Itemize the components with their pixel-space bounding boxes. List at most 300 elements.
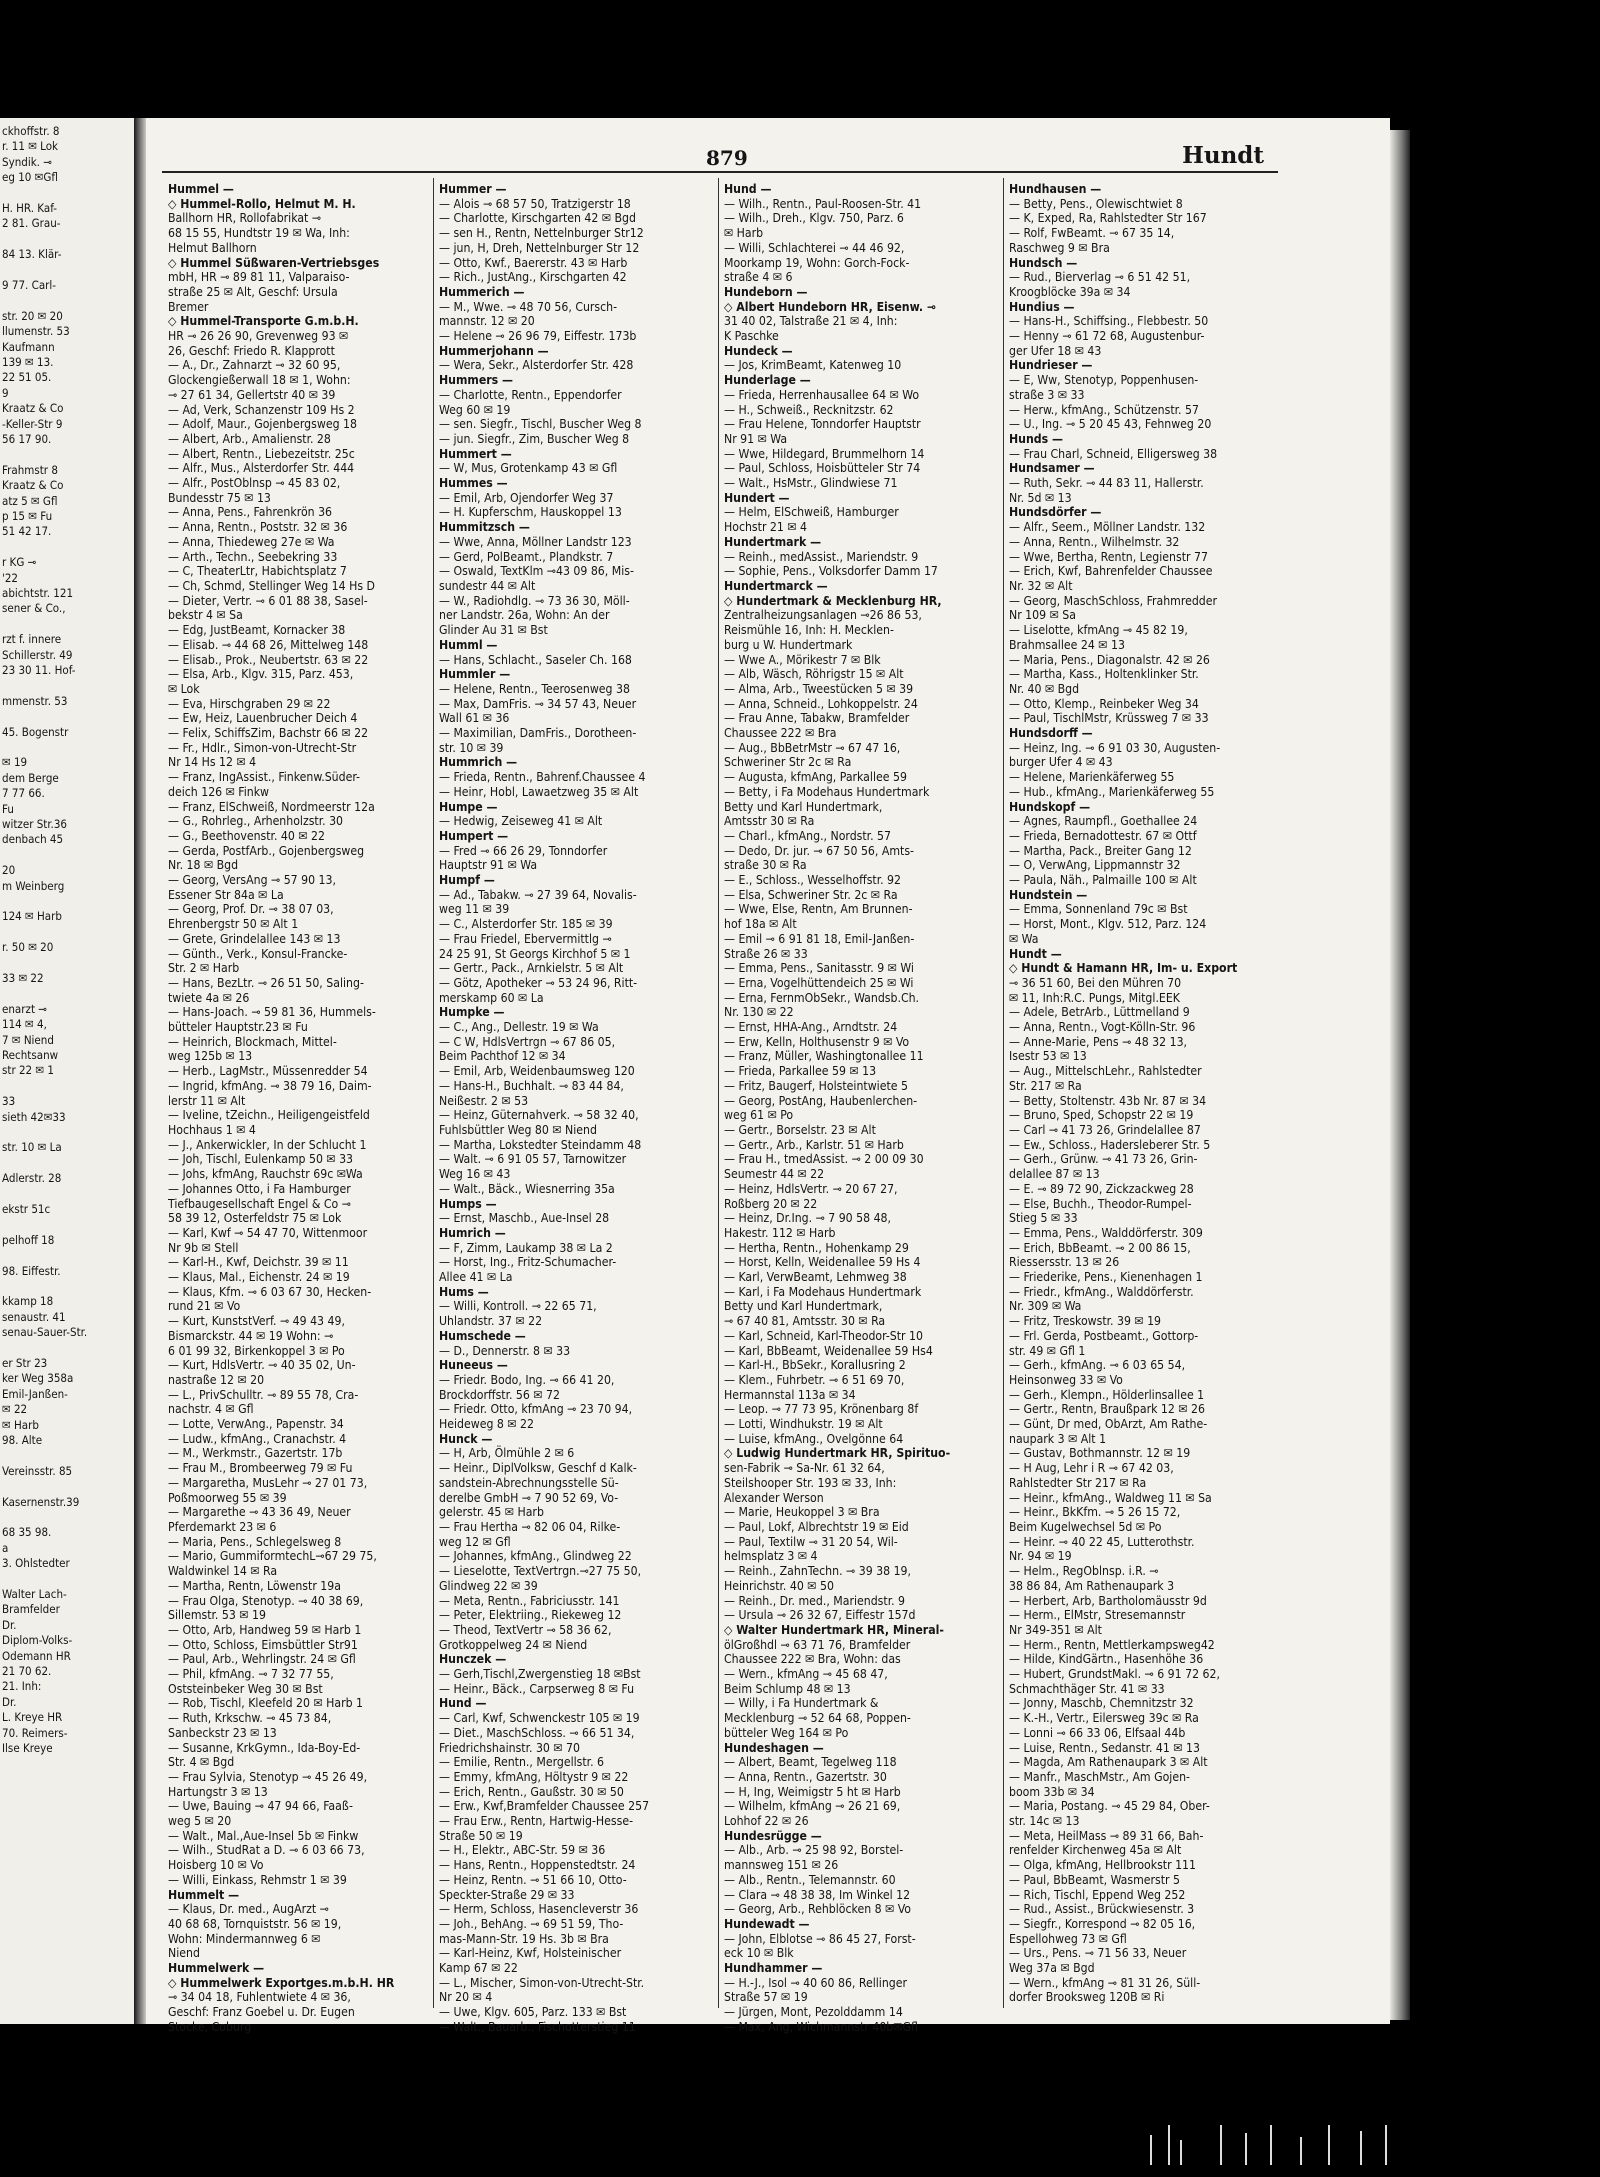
directory-entry: — Frau H., tmedAssist. ⊸ 2 00 09 30 — [724, 1152, 924, 1167]
directory-entry: Bundesstr 75 ✉ 13 — [168, 490, 271, 505]
directory-entry: — Ruth, Sekr. ⊸ 44 83 11, Hallerstr. — [1009, 476, 1204, 491]
facing-page-line: ✉ 19 — [2, 755, 28, 770]
directory-entry: — Fr., Hdlr., Simon-von-Utrecht-Str — [168, 740, 357, 755]
directory-entry: rund 21 ✉ Vo — [168, 1299, 241, 1314]
facing-page-line: Vereinsstr. 85 — [2, 1463, 73, 1478]
directory-entry: — C W, HdlsVertrgn ⊸ 67 86 05, — [439, 1034, 616, 1049]
directory-entry: — Heinr., BkKfm. ⊸ 5 26 15 72, — [1009, 1505, 1181, 1520]
directory-entry: — Heinz, Rentn. ⊸ 51 66 10, Otto- — [439, 1872, 627, 1887]
directory-entry: Humrich — — [439, 1225, 506, 1240]
directory-entry: — Ad, Verk, Schanzenstr 109 Hs 2 — [168, 402, 355, 417]
column-divider — [1003, 178, 1004, 2008]
directory-entry: — Ernst, HHA-Ang., Arndtstr. 24 — [724, 1020, 898, 1035]
directory-entry: — Reinh., Dr. med., Mariendstr. 9 — [724, 1593, 906, 1608]
directory-entry: Hunczek — — [439, 1652, 507, 1667]
directory-entry: dorfer Brooksweg 120B ✉ Ri — [1009, 1990, 1165, 2005]
directory-entry: — Gertr., Rentn, Braußpark 12 ✉ 26 — [1009, 1402, 1205, 1417]
directory-entry: — Augusta, kfmAng, Parkallee 59 — [724, 770, 907, 785]
directory-entry: — Heinr. ⊸ 40 22 45, Lutterothstr. — [1009, 1534, 1195, 1549]
directory-entry: — Susanne, KrkGymn., Ida-Boy-Ed- — [168, 1740, 361, 1755]
directory-entry: — L., Mischer, Simon-von-Utrecht-Str. — [439, 1975, 645, 1990]
directory-entry: Uhlandstr. 37 ✉ 22 — [439, 1314, 543, 1329]
directory-entry: Hummler — — [439, 667, 511, 682]
directory-entry: — Max, DamFris. ⊸ 34 57 43, Neuer — [439, 696, 637, 711]
facing-page-line: rzt f. innere — [2, 632, 62, 647]
directory-entry: — Else, Buchh., Theodor-Rumpel- — [1009, 1196, 1192, 1211]
directory-entry: — Karl-H., Kwf, Deichstr. 39 ✉ 11 — [168, 1255, 349, 1270]
facing-page-line: dem Berge — [2, 770, 59, 785]
directory-entry: Hummelwerk — — [168, 1961, 265, 1976]
directory-entry: mbH, HR ⊸ 89 81 11, Valparaiso- — [168, 270, 350, 285]
directory-entry: Waldwinkel 14 ✉ Ra — [168, 1564, 278, 1579]
directory-entry: Raschweg 9 ✉ Bra — [1009, 240, 1110, 255]
directory-entry: — Theod, TextVertr ⊸ 58 36 62, — [439, 1622, 612, 1637]
directory-entry: bütteler Hauptstr.23 ✉ Fu — [168, 1020, 308, 1035]
directory-entry: 58 39 12, Osterfeldstr 75 ✉ Lok — [168, 1211, 342, 1226]
directory-entry: weg 11 ✉ 39 — [439, 902, 510, 917]
directory-entry: 24 25 91, St Georgs Kirchhof 5 ✉ 1 — [439, 946, 631, 961]
page-edge-shadow — [1390, 130, 1410, 2020]
directory-entry: — Frieda, Rentn., Bahrenf.Chaussee 4 — [439, 770, 646, 785]
page-number: 879 — [706, 146, 748, 170]
directory-entry: Lohhof 22 ✉ 26 — [724, 1814, 809, 1829]
directory-entry: — Otto, Klemp., Reinbeker Weg 34 — [1009, 696, 1199, 711]
facing-page-line: ker Weg 358a — [2, 1371, 74, 1386]
directory-entry: — Maria, Pens., Diagonalstr. 42 ✉ 26 — [1009, 652, 1210, 667]
directory-entry: — Diet., MaschSchloss. ⊸ 66 51 34, — [439, 1725, 635, 1740]
directory-entry: Hundsamer — — [1009, 461, 1095, 476]
directory-entry: Kroogblöcke 39a ✉ 34 — [1009, 284, 1131, 299]
directory-entry: — Anna, Thiedeweg 27e ✉ Wa — [168, 534, 335, 549]
directory-entry: — Herm., ElMstr, Stresemannstr — [1009, 1608, 1186, 1623]
directory-entry: — Willi, Einkass, Rehmstr 1 ✉ 39 — [168, 1872, 347, 1887]
directory-entry: — Rich., JustAng., Kirschgarten 42 — [439, 270, 627, 285]
directory-entry: — Friederike, Pens., Kienenhagen 1 — [1009, 1270, 1203, 1285]
directory-entry: — Gertr., Pack., Arnkielstr. 5 ✉ Alt — [439, 961, 624, 976]
directory-entry: 68 15 55, Hundtstr 19 ✉ Wa, Inh: — [168, 226, 350, 241]
directory-entry: Heinrichstr. 40 ✉ 50 — [724, 1578, 834, 1593]
directory-entry: Stieg 5 ✉ 33 — [1009, 1211, 1078, 1226]
directory-entry: Nr 20 ✉ 4 — [439, 1990, 493, 2005]
directory-entry: — Walt., Bäck., Wiesnerring 35a — [439, 1181, 615, 1196]
directory-entry: — Karl-Heinz, Kwf, Holsteinischer — [439, 1946, 622, 1961]
facing-page-line: 98. Eiffestr. — [2, 1263, 61, 1278]
directory-entry: — Wilh., Dreh., Klgv. 750, Parz. 6 — [724, 211, 904, 226]
directory-entry: — Gertr., Arb., Karlstr. 51 ✉ Harb — [724, 1137, 904, 1152]
directory-entry: — Liselotte, kfmAng ⊸ 45 82 19, — [1009, 623, 1188, 638]
column-divider — [718, 178, 719, 2008]
directory-entry: ger Ufer 18 ✉ 43 — [1009, 343, 1102, 358]
directory-entry: — Alb., Rentn., Telemannstr. 60 — [724, 1872, 896, 1887]
directory-entry: — Anna, Pens., Fahrenkrön 36 — [168, 505, 333, 520]
directory-entry: — Ch, Schmd, Stellinger Weg 14 Hs D — [168, 578, 376, 593]
directory-entry: Glockengießerwall 18 ✉ 1, Wohn: — [168, 373, 351, 388]
directory-entry: — Otto, Arb, Handweg 59 ✉ Harb 1 — [168, 1622, 362, 1637]
facing-page-line: 98. Alte — [2, 1433, 43, 1447]
directory-entry: — Betty, Pens., Olewischtwiet 8 — [1009, 196, 1183, 211]
directory-entry: — Siegfr., Korrespond ⊸ 82 05 16, — [1009, 1916, 1196, 1931]
directory-entry: — Emil, Arb, Ojendorfer Weg 37 — [439, 490, 614, 505]
facing-page-line: 84 13. Klär- — [2, 247, 62, 262]
directory-entry: Nr 91 ✉ Wa — [724, 431, 788, 446]
directory-entry: — Frau Olga, Stenotyp. ⊸ 40 38 69, — [168, 1593, 364, 1608]
directory-entry: Betty und Karl Hundertmark, — [724, 799, 883, 814]
directory-entry: — Frieda, Herrenhausallee 64 ✉ Wo — [724, 387, 920, 402]
directory-entry: — Willi, Kontroll. ⊸ 22 65 71, — [439, 1299, 597, 1314]
facing-page-line: Kasernenstr.39 — [2, 1494, 80, 1509]
directory-entry: Hunck — — [439, 1431, 493, 1446]
directory-entry: ◇ Walter Hundertmark HR, Mineral- — [724, 1622, 944, 1637]
directory-entry: sandstein-Abrechnungsstelle Sü- — [439, 1475, 619, 1490]
directory-entry: Heinsonweg 33 ✉ Vo — [1009, 1372, 1123, 1387]
header-rule — [162, 171, 1278, 173]
directory-entry: — Fritz, Baugerf, Holsteintwiete 5 — [724, 1078, 908, 1093]
directory-entry: — G., Beethovenstr. 40 ✉ 22 — [168, 828, 325, 843]
directory-entry: — Johannes Otto, i Fa Hamburger — [168, 1181, 351, 1196]
directory-entry: — sen H., Rentn, Nettelnburger Str12 — [439, 226, 644, 241]
facing-page-line: abichtstr. 121 — [2, 586, 74, 600]
directory-entry: — Erna, FernmObSekr., Wandsb.Ch. — [724, 990, 920, 1005]
directory-entry: — Albert, Rentn., Liebezeitstr. 25c — [168, 446, 355, 461]
directory-entry: — M., Wwe. ⊸ 48 70 56, Cursch- — [439, 299, 618, 314]
directory-entry: — Urs., Pens. ⊸ 71 56 33, Neuer — [1009, 1946, 1187, 1961]
directory-entry: — Betty, Stoltenstr. 43b Nr. 87 ✉ 34 — [1009, 1093, 1207, 1108]
directory-entry: — Dedo, Dr. jur. ⊸ 67 50 56, Amts- — [724, 843, 914, 858]
directory-entry: ✉ Lok — [168, 681, 200, 696]
directory-entry: — Reinh., ZahnTechn. ⊸ 39 38 19, — [724, 1564, 912, 1579]
directory-entry: — Horst, Ing., Fritz-Schumacher- — [439, 1255, 617, 1270]
directory-entry: — Meta, HeilMass ⊸ 89 31 66, Bah- — [1009, 1828, 1204, 1843]
directory-entry: — Elsa, Schweriner Str. 2c ✉ Ra — [724, 887, 898, 902]
directory-entry: gelerstr. 45 ✉ Harb — [439, 1505, 544, 1520]
directory-entry: — Emma, Pens., Sanitasstr. 9 ✉ Wi — [724, 961, 914, 976]
directory-entry: — Anna, Rentn., Vogt-Kölln-Str. 96 — [1009, 1020, 1196, 1035]
facing-page-line: 70. Reimers- — [2, 1725, 68, 1740]
directory-entry: Nr 109 ✉ Sa — [1009, 608, 1076, 623]
facing-page-line: eg 10 ✉Gfl — [2, 170, 58, 185]
directory-entry: — Mario, GummiformtechL⊸67 29 75, — [168, 1549, 377, 1564]
directory-entry: Nr 9b ✉ Stell — [168, 1240, 239, 1255]
facing-page-line: 21 70 62. — [2, 1664, 52, 1678]
directory-entry: — Anna, Rentn., Gazertstr. 30 — [724, 1769, 887, 1784]
directory-entry: — Frau Anne, Tabakw, Bramfelder — [724, 711, 910, 726]
directory-entry: — Jürgen, Mont, Pezolddamm 14 — [724, 2005, 903, 2020]
directory-entry: — Klem., Fuhrbetr. ⊸ 6 51 69 70, — [724, 1372, 905, 1387]
directory-entry: Str. 217 ✉ Ra — [1009, 1078, 1082, 1093]
directory-entry: — jun. Siegfr., Zim, Buscher Weg 8 — [439, 431, 630, 446]
directory-entry: — Götz, Apotheker ⊸ 53 24 96, Ritt- — [439, 975, 638, 990]
directory-entry: — Heinr., Bäck., Carpserweg 8 ✉ Fu — [439, 1681, 635, 1696]
directory-entry: — Franz, ElSchweiß, Nordmeerstr 12a — [168, 799, 375, 814]
directory-entry: — Gerd, PolBeamt., Plandkstr. 7 — [439, 549, 614, 564]
directory-entry: — Heinz, Ing. ⊸ 6 91 03 30, Augusten- — [1009, 740, 1221, 755]
directory-entry: — Georg, PostAng, Haubenlerchen- — [724, 1093, 918, 1108]
directory-entry: — Walt., Bauarb., Fischotterstieg 11 — [439, 2019, 636, 2034]
directory-entry: — Hertha, Rentn., Hohenkamp 29 — [724, 1240, 909, 1255]
facing-page-line: sieth 42✉33 — [2, 1109, 66, 1124]
directory-entry: — Wilh., StudRat a D. ⊸ 6 03 66 73, — [168, 1843, 365, 1858]
directory-entry: Straße 50 ✉ 19 — [439, 1828, 523, 1843]
directory-entry: Hermannstal 113a ✉ 34 — [724, 1387, 856, 1402]
directory-entry: Zentralheizungsanlagen ⊸26 86 53, — [724, 608, 922, 623]
directory-entry: — Aug., MittelschLehr., Rahlstedter — [1009, 1064, 1202, 1079]
facing-page-line: r KG ⊸ — [2, 555, 37, 570]
directory-entry: Humpf — — [439, 873, 495, 888]
facing-page-line: -Keller-Str 9 — [2, 416, 63, 431]
directory-entry: Hunderlage — — [724, 373, 811, 388]
directory-entry: Oststeinbeker Weg 30 ✉ Bst — [168, 1681, 323, 1696]
facing-page-line: 56 17 90. — [2, 432, 52, 446]
directory-entry: — Henny ⊸ 61 72 68, Augustenbur- — [1009, 329, 1205, 344]
directory-entry: ⊸ 34 04 18, Fuhlentwiete 4 ✉ 36, — [168, 1990, 351, 2005]
directory-entry: Hundstein — — [1009, 887, 1088, 902]
facing-page-line: Schillerstr. 49 — [2, 647, 73, 662]
directory-entry: 6 01 99 32, Birkenkoppel 3 ✉ Po — [168, 1343, 345, 1358]
directory-entry: — Iveline, tZeichn., Heiligengeistfeld — [168, 1108, 370, 1123]
directory-entry: — Maria, Postang. ⊸ 45 29 84, Ober- — [1009, 1799, 1210, 1814]
directory-entry: Kamp 67 ✉ 22 — [439, 1961, 518, 1976]
facing-page-line: Rechtsanw — [2, 1048, 59, 1062]
facing-page-line: Odemann HR — [2, 1648, 71, 1663]
directory-entry: — A., Dr., Zahnarzt ⊸ 32 60 95, — [168, 358, 341, 373]
directory-entry: ◇ Hummel Süßwaren-Vertriebsges — [168, 255, 380, 270]
directory-entry: ölGroßhdl ⊸ 63 71 76, Bramfelder — [724, 1637, 911, 1652]
directory-entry: Nr. 18 ✉ Bgd — [168, 858, 239, 873]
directory-entry: — Betty, i Fa Modehaus Hundertmark — [724, 784, 930, 799]
directory-entry: ◇ Albert Hundeborn HR, Eisenw. ⊸ — [724, 299, 937, 314]
directory-entry: — Karl-H., BbSekr., Korallusring 2 — [724, 1358, 906, 1373]
directory-entry: Amtsstr 30 ✉ Ra — [724, 814, 815, 829]
directory-entry: Hummer — — [439, 182, 507, 196]
directory-entry: — Gerh., Grünw. ⊸ 41 73 26, Grin- — [1009, 1152, 1198, 1167]
directory-entry: — Gerh., Klempn., Hölderlinsallee 1 — [1009, 1387, 1205, 1402]
directory-entry: — Wern., kfmAng ⊸ 81 31 26, Süll- — [1009, 1975, 1201, 1990]
directory-entry: — Otto, Kwf., Baererstr. 43 ✉ Harb — [439, 255, 628, 270]
directory-entry: Hund — — [724, 182, 772, 196]
facing-page-line: denbach 45 — [2, 832, 64, 847]
directory-entry: — Reinh., medAssist., Mariendstr. 9 — [724, 549, 919, 564]
directory-entry: ✉ Harb — [724, 226, 764, 241]
directory-entry: — Peter, Elektriing., Riekeweg 12 — [439, 1608, 622, 1623]
facing-page-line: Kraatz & Co — [2, 401, 64, 416]
directory-entry: Hundhammer — — [724, 1961, 823, 1976]
facing-page-line: Kaufmann — [2, 339, 55, 354]
directory-entry: Hunds — — [1009, 431, 1063, 446]
directory-entry: Glinder Au 31 ✉ Bst — [439, 623, 548, 638]
directory-entry: Weg 37a ✉ Bgd — [1009, 1961, 1095, 1976]
facing-page-line: Syndik. ⊸ — [2, 154, 52, 169]
directory-entry: — Max, Ang, Wichmannstr 40b✉Gfl — [724, 2019, 918, 2034]
directory-entry: Nr 14 Hs 12 ✉ 4 — [168, 755, 257, 770]
directory-entry: Sanbeckstr 23 ✉ 13 — [168, 1725, 277, 1740]
directory-entry: Niend — [168, 1946, 200, 1961]
directory-entry: Nr. 40 ✉ Bgd — [1009, 681, 1080, 696]
directory-entry: — Günt, Dr med, ObArzt, Am Rathe- — [1009, 1417, 1208, 1432]
directory-entry: Roßberg 20 ✉ 22 — [724, 1196, 818, 1211]
directory-entry: ✉ 11, Inh:R.C. Pungs, Mitgl.EEK — [1009, 990, 1180, 1005]
directory-entry: — Wwe, Anna, Möllner Landstr 123 — [439, 534, 632, 549]
directory-entry: — Leop. ⊸ 77 73 95, Krönenbarg 8f — [724, 1402, 919, 1417]
directory-entry: Brockdorffstr. 56 ✉ 72 — [439, 1387, 560, 1402]
directory-entry: straße 30 ✉ Ra — [724, 858, 807, 873]
directory-entry: — Margaretha, MusLehr ⊸ 27 01 73, — [168, 1475, 368, 1490]
directory-entry: Hums — — [439, 1284, 489, 1299]
directory-entry: Stocke, Coburg — [168, 2019, 252, 2034]
directory-entry: — Paula, Näh., Palmaille 100 ✉ Alt — [1009, 873, 1197, 888]
film-edge-marks — [1150, 2120, 1400, 2165]
directory-entry: Hundsch — — [1009, 255, 1078, 270]
directory-entry: — Wwe, Else, Rentn, Am Brunnen- — [724, 902, 913, 917]
facing-page-fragment — [0, 118, 134, 2024]
facing-page-line: r. 50 ✉ 20 — [2, 940, 54, 955]
facing-page-line: Ilse Kreye — [2, 1741, 53, 1755]
directory-entry: — Heinrich, Blockmach, Mittel- — [168, 1034, 337, 1049]
directory-entry: Humpke — — [439, 1005, 505, 1020]
directory-entry: Humpe — — [439, 799, 498, 814]
directory-entry: — Uwe, Klgv. 605, Parz. 133 ✉ Bst — [439, 2005, 627, 2020]
directory-entry: — Paul, BbBeamt, Wasmerstr 5 — [1009, 1872, 1181, 1887]
directory-entry: Hundertmarck — — [724, 578, 828, 593]
directory-entry: — Ludw., kfmAng., Cranachstr. 4 — [168, 1431, 347, 1446]
directory-entry: — Wwe A., Mörikestr 7 ✉ Blk — [724, 652, 881, 667]
directory-entry: — C., Ang., Dellestr. 19 ✉ Wa — [439, 1020, 599, 1035]
directory-entry: bütteler Weg 164 ✉ Po — [724, 1725, 849, 1740]
directory-entry: — Erw, Kelln, Holthusenstr 9 ✉ Vo — [724, 1034, 910, 1049]
directory-entry: Allee 41 ✉ La — [439, 1270, 513, 1285]
directory-entry: — Marie, Heukoppel 3 ✉ Bra — [724, 1505, 880, 1520]
directory-entry: — Hilde, KindGärtn., Hasenhöhe 36 — [1009, 1652, 1204, 1667]
directory-entry: — Fred ⊸ 66 26 29, Tonndorfer — [439, 843, 608, 858]
directory-entry: Nr. 32 ✉ Alt — [1009, 578, 1073, 593]
directory-entry: Hundsdorff — — [1009, 726, 1093, 741]
directory-entry: — Herm., Rentn, Mettlerkampsweg42 — [1009, 1637, 1215, 1652]
directory-entry: Heideweg 8 ✉ 22 — [439, 1417, 534, 1432]
directory-entry: Hund — — [439, 1696, 487, 1711]
directory-entry: str. 10 ✉ 39 — [439, 740, 504, 755]
directory-entry: — C., Alsterdorfer Str. 185 ✉ 39 — [439, 917, 613, 932]
directory-entry: — Georg, MaschSchloss, Frahmredder — [1009, 593, 1218, 608]
directory-entry: Riessersstr. 13 ✉ 26 — [1009, 1255, 1120, 1270]
directory-entry: — Edg, JustBeamt, Kornacker 38 — [168, 623, 346, 638]
directory-entry: — Frau M., Brombeerweg 79 ✉ Fu — [168, 1461, 353, 1476]
directory-entry: — Ad., Tabakw. ⊸ 27 39 64, Novalis- — [439, 887, 637, 902]
directory-entry: — Kurt, KunststVerf. ⊸ 49 43 49, — [168, 1314, 345, 1329]
directory-entry: — John, Elblotse ⊸ 86 45 27, Forst- — [724, 1931, 916, 1946]
directory-entry: — L., PrivSchulltr. ⊸ 89 55 78, Cra- — [168, 1387, 359, 1402]
directory-entry: merskamp 60 ✉ La — [439, 990, 544, 1005]
directory-entry: Beim Kugelwechsel 5d ✉ Po — [1009, 1519, 1162, 1534]
directory-entry: — Meta, Rentn., Fabriciusstr. 141 — [439, 1593, 620, 1608]
running-head: Hundt — [1182, 142, 1264, 169]
directory-entry: — Heinr., DiplVolksw, Geschf d Kalk- — [439, 1461, 637, 1476]
directory-entry: — E., Schloss., Wesselhoffstr. 92 — [724, 873, 901, 888]
directory-entry: — Charlotte, Rentn., Eppendorfer — [439, 387, 622, 402]
directory-entry: Hundeshagen — — [724, 1740, 824, 1755]
facing-page-line: 51 42 17. — [2, 524, 52, 539]
directory-entry: — Olga, kfmAng, Hellbrookstr 111 — [1009, 1858, 1197, 1873]
directory-entry: — Hans-H., Schiffsing., Flebbestr. 50 — [1009, 314, 1209, 329]
directory-entry: — Rob, Tischl, Kleefeld 20 ✉ Harb 1 — [168, 1696, 364, 1711]
directory-entry: — Ruth, Krkschw. ⊸ 45 73 84, — [168, 1711, 332, 1726]
directory-entry: 38 86 84, Am Rathenaupark 3 — [1009, 1578, 1175, 1593]
directory-entry: — Frau Sylvia, Stenotyp ⊸ 45 26 49, — [168, 1769, 368, 1784]
directory-entry: — Heinz, HdlsVertr. ⊸ 20 67 27, — [724, 1181, 898, 1196]
directory-entry: — G., Rohrleg., Arhenholzstr. 30 — [168, 814, 344, 829]
directory-entry: — Horst, Mont., Klgv. 512, Parz. 124 — [1009, 917, 1207, 932]
directory-entry: Beim Schlump 48 ✉ 13 — [724, 1681, 851, 1696]
directory-entry: nastraße 12 ✉ 20 — [168, 1372, 265, 1387]
directory-entry: K Paschke — [724, 329, 779, 344]
directory-entry: — Wwe, Hildegard, Brummelhorn 14 — [724, 446, 925, 461]
directory-entry: — Ursula ⊸ 26 32 67, Eiffestr 157d — [724, 1608, 916, 1623]
directory-entry: — Charl., kfmAng., Nordstr. 57 — [724, 828, 891, 843]
directory-entry: sen-Fabrik ⊸ Sa-Nr. 61 32 64, — [724, 1461, 885, 1476]
directory-entry: Fuhlsbüttler Weg 80 ✉ Niend — [439, 1123, 597, 1137]
directory-entry: — H, Arb, Ölmühle 2 ✉ 6 — [439, 1446, 575, 1461]
facing-page-line: Diplom-Volks- — [2, 1633, 73, 1648]
facing-page-line: atz 5 ✉ Gfl — [2, 493, 58, 508]
directory-entry: Poßmoorweg 55 ✉ 39 — [168, 1490, 287, 1505]
directory-entry: — Gustav, Bothmannstr. 12 ✉ 19 — [1009, 1446, 1191, 1461]
directory-entry: — Uwe, Bauing ⊸ 47 94 66, Faaß- — [168, 1799, 353, 1814]
directory-entry: — Frau Helene, Tonndorfer Hauptstr — [724, 417, 921, 432]
directory-entry: — Hubert, GrundstMakl. ⊸ 6 91 72 62, — [1009, 1667, 1220, 1682]
directory-entry: — Jonny, Maschb, Chemnitzstr 32 — [1009, 1696, 1194, 1711]
facing-page-line: 21. Inh: — [2, 1679, 42, 1694]
directory-entry: — Rich, Tischl, Eppend Weg 252 — [1009, 1887, 1186, 1902]
directory-entry: — Paul, Lokf, Albrechtstr 19 ✉ Eid — [724, 1519, 909, 1534]
directory-entry: — Karl, i Fa Modehaus Hundertmark — [724, 1284, 922, 1299]
directory-entry: — Frieda, Bernadottestr. 67 ✉ Ottf — [1009, 828, 1197, 843]
facing-page-line: ekstr 51c — [2, 1202, 51, 1216]
directory-entry: Wohn: Mindermannweg 6 ✉ — [168, 1931, 321, 1946]
directory-entry: — Heinz, Güternahverk. ⊸ 58 32 40, — [439, 1108, 639, 1123]
facing-page-line: senaustr. 41 — [2, 1309, 66, 1324]
directory-entry: — Frl. Gerda, Postbeamt., Gottorp- — [1009, 1328, 1199, 1343]
directory-entry: — Maria, Pens., Schlegelsweg 8 — [168, 1534, 342, 1549]
directory-entry: — Hans-Joach. ⊸ 59 81 36, Hummels- — [168, 1005, 376, 1020]
directory-entry: Betty und Karl Hundertmark, — [724, 1299, 883, 1314]
directory-entry: — Heinr, Hobl, Lawaetzweg 35 ✉ Alt — [439, 784, 639, 799]
directory-entry: Pferdemarkt 23 ✉ 6 — [168, 1519, 277, 1534]
directory-entry: straße 25 ✉ Alt, Geschf: Ursula — [168, 284, 338, 299]
directory-entry: Humps — — [439, 1196, 497, 1211]
directory-entry: — Ingrid, kfmAng. ⊸ 38 79 16, Daim- — [168, 1078, 372, 1093]
directory-entry: Hummes — — [439, 476, 508, 491]
directory-entry: deich 126 ✉ Finkw — [168, 784, 270, 799]
directory-entry: — Emil ⊸ 6 91 81 18, Emil-Janßen- — [724, 931, 915, 946]
directory-entry: Nr. 309 ✉ Wa — [1009, 1299, 1082, 1314]
directory-entry: ✉ Wa — [1009, 931, 1039, 946]
directory-entry: — Anna, Rentn., Poststr. 32 ✉ 36 — [168, 520, 348, 535]
directory-entry: — Magda, Am Rathenaupark 3 ✉ Alt — [1009, 1755, 1208, 1770]
directory-entry: — Frau Erw., Rentn, Hartwig-Hesse- — [439, 1814, 634, 1829]
facing-page-line: witzer Str.36 — [2, 817, 67, 831]
directory-entry: — Hans, BezLtr. ⊸ 26 51 50, Saling- — [168, 975, 364, 990]
facing-page-line: 7 ✉ Niend — [2, 1032, 54, 1047]
facing-page-line: str. 10 ✉ La — [2, 1140, 62, 1155]
directory-entry: — Herbert, Arb, Bartholomäusstr 9d — [1009, 1593, 1207, 1608]
directory-entry: — Wera, Sekr., Alsterdorfer Str. 428 — [439, 358, 634, 373]
directory-entry: Hundt — — [1009, 946, 1062, 961]
facing-page-line: 7 77 66. — [2, 786, 45, 801]
directory-entry: Humschede — — [439, 1328, 526, 1343]
directory-entry: — Klaus, Mal., Eichenstr. 24 ✉ 19 — [168, 1270, 350, 1285]
directory-entry: burg u W. Hundertmark — [724, 637, 853, 652]
directory-entry: — Albert, Arb., Amalienstr. 28 — [168, 431, 331, 446]
directory-entry: Hummel — — [168, 182, 234, 196]
directory-entry: bekstr 4 ✉ Sa — [168, 608, 243, 623]
